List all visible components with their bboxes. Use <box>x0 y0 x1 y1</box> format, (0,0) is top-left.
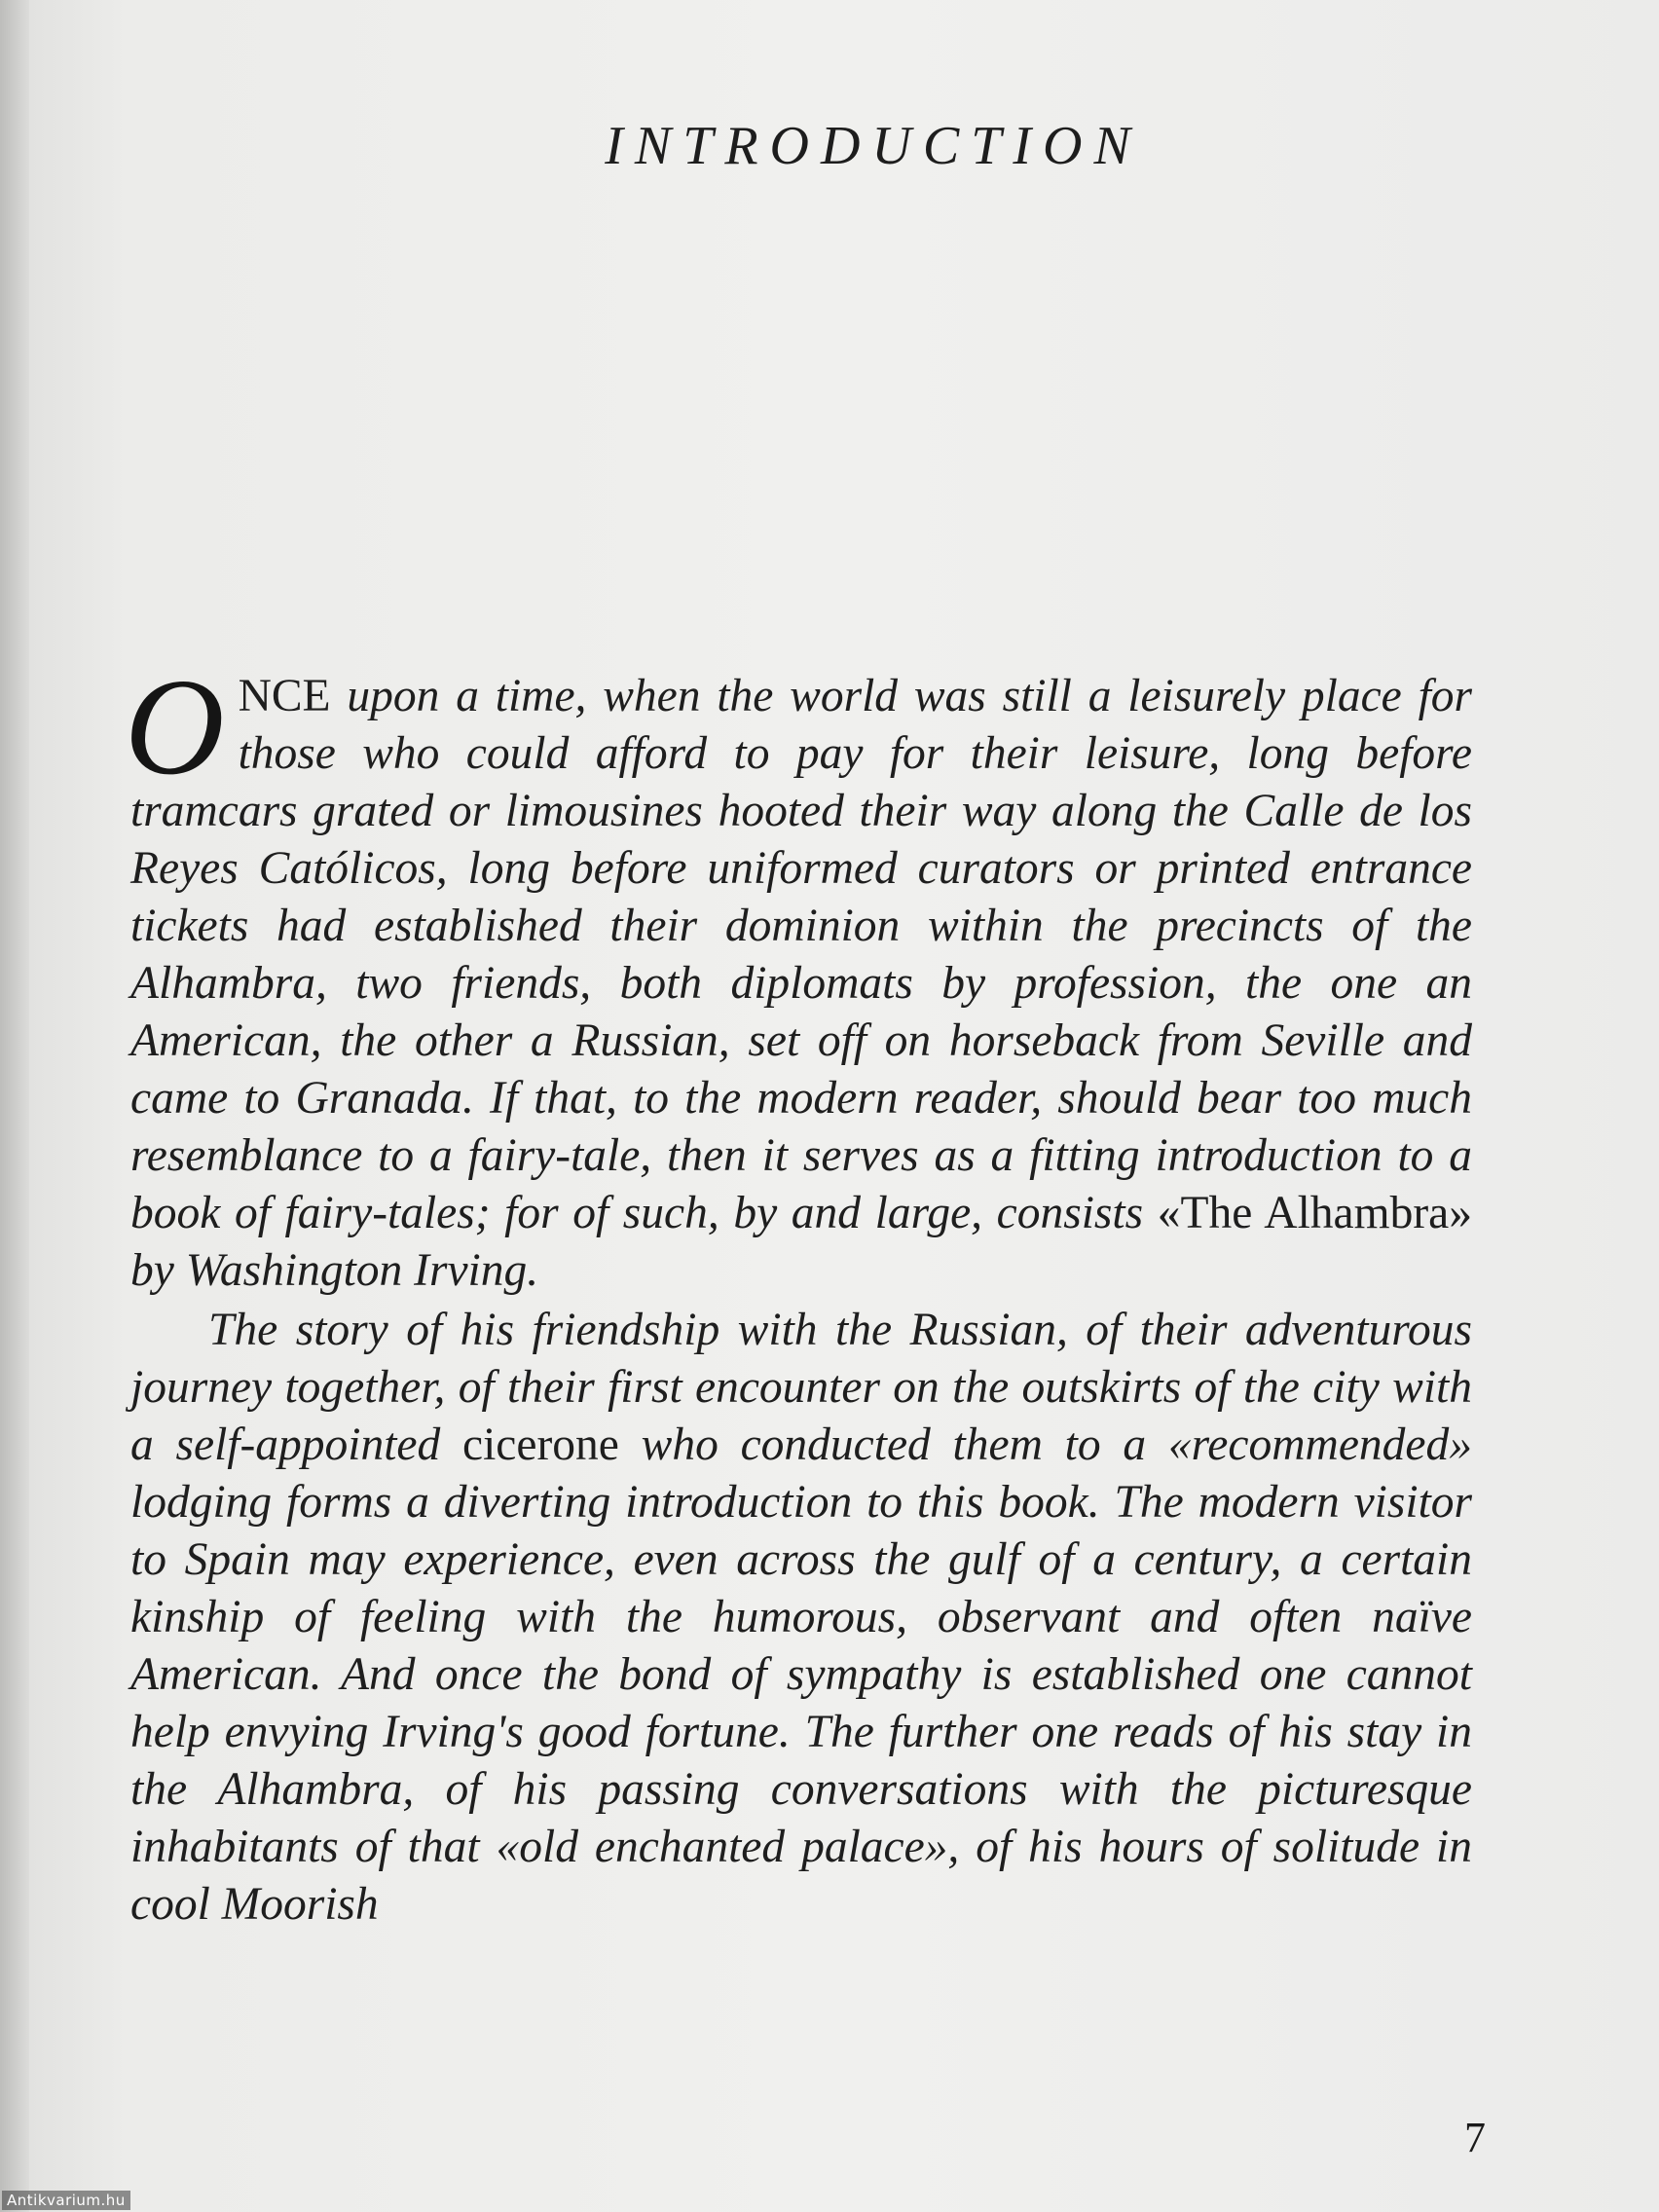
paragraph-2-text-after: who conducted them to a «recommended» lodging forms a diverting introduction to this book. The modern visitor to Spain may experience, even across the gulf of a century, a certain kinship of feeling with the humorous, observant and often naïve American. And once the bond of sympathy is established one cannot help envying Irving's good fortune. The further one reads of his stay in the Alhambra, of his passing conversations with the picturesque inhabitants of that «old enchanted palace», of his hours of solitude in cool Moorish <box>130 1419 1472 1930</box>
drop-cap: O <box>125 649 225 803</box>
paragraph-1-text: upon a time, when the world was still a leisurely place for those who could afford to pay for their leisure, long before tramcars grated or limousines hooted their way along the Calle de los Reyes Católicos, long before uniformed curators or printed entrance tickets had established their dominion within the precincts of the Alhambra, two friends, both diplomats by profession, the one an American, the other a Russian, set off on horseback from Seville and came to Granada. If that, to the modern reader, should bear too much resemblance to a fairy-tale, then it serves as a fitting introduction to a book of fairy-tales; for of such, by and large, consists <box>130 671 1472 1238</box>
chapter-heading: INTRODUCTION <box>605 116 1142 176</box>
book-gutter-shadow <box>0 0 29 2212</box>
paragraph-2-text-before: The story of his friendship with the Russian, of their adventurous journey together, of their first encounter on the outskirts of the city with a self-appointed <box>130 1305 1472 1470</box>
paragraph-2 <box>130 1302 1472 1934</box>
body-text <box>125 649 1472 1934</box>
page-number: 7 <box>1464 2114 1486 2161</box>
book-page <box>29 0 1659 2212</box>
paragraph-1 <box>125 649 1472 1300</box>
watermark-label: Antikvarium.hu <box>2 2191 130 2210</box>
paragraph-1-text-end: by Washington Irving. <box>130 1245 539 1296</box>
lead-word: NCE <box>238 671 331 721</box>
book-title: «The Alhambra» <box>1157 1188 1472 1238</box>
roman-word: cicerone <box>462 1419 619 1470</box>
